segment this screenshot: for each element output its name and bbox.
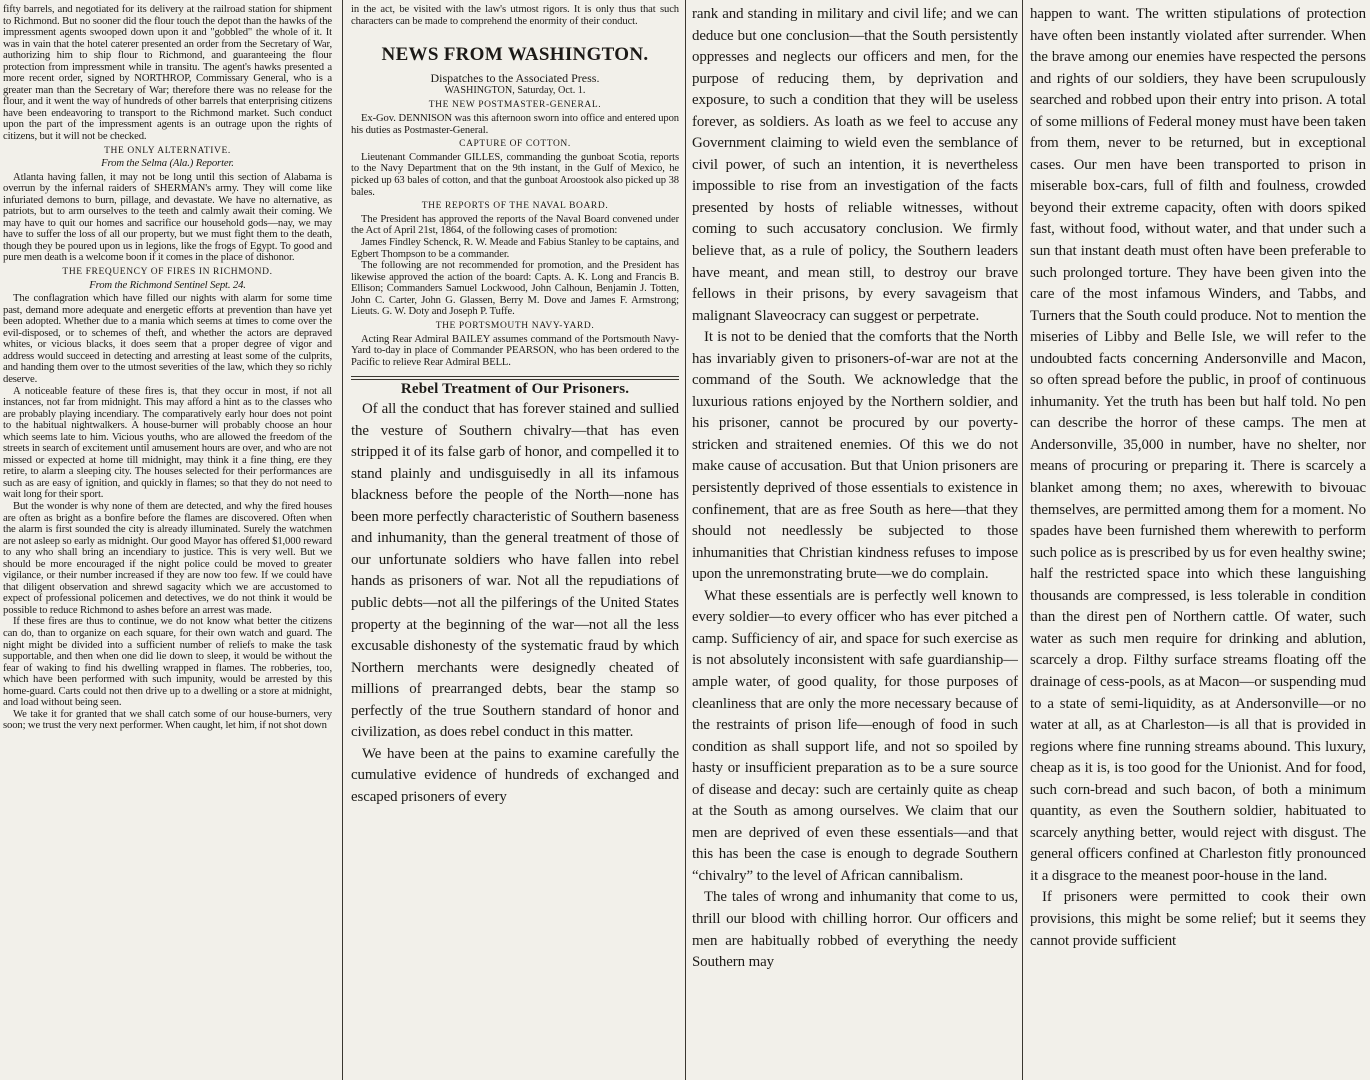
paragraph: The tales of wrong and inhumanity that come to us, thrill our blood with chilling horror. Our officers and men are habitually robbed of everything the needy Southern may: [692, 889, 1018, 971]
section-divider: [351, 376, 679, 380]
section-heading: THE REPORTS OF THE NAVAL BOARD.: [421, 201, 609, 212]
paragraph: Lieutenant Commander GILLES, commanding the gunboat Scotia, reports to the Navy Department that on the 9th instant, in the Gulf of Mexico, he picked up 63 bales of cotton, and that the gunboat Aroostook also picked up 38 bales.: [351, 151, 679, 198]
article-body: [351, 399, 679, 808]
column-3: [692, 4, 1018, 1078]
paragraph: We have been at the pains to examine carefully the cumulative evidence of hundreds of exchanged and escaped prisoners of every: [351, 745, 679, 805]
paragraph: in the act, be visited with the law's utmost rigors. It is only thus that such characters can be made to comprehend the enormity of their conduct.: [351, 4, 679, 27]
paragraph: Atlanta having fallen, it may not be long until this section of Alabama is overrun by the infernal raiders of SHERMAN's army. They will come like infuriated demons to burn, pillage, and devastate. We have no alternative, as patriots, but to arm ourselves to the teeth and calmly await their coming. We may have to quit our homes and sacrifice our household gods—nay, we may have to suffer the loss of all our property, but we must fight them to the death, though they be poured upon us in legions, like the frogs of Egypt. To good and pure men death is a welcome boon if it comes in the place of dishonor.: [3, 170, 332, 264]
paragraph: It is not to be denied that the comforts that the North has invariably given to prisoners-of-war are not at the command of the South. We acknowledge that the luxurious rations enjoyed by the Northern soldier, and his prisoner, cannot be procured by our poverty-stricken and straitened enemies. Of this we do not make cause of accusation. But that Union prisoners are persistently deprived of those essentials to existence in confinement, that are as free South as here—that they should not needlessly be subjected to those inhumanities that Christian kindness refuses to impose upon the unremonstrating brute—we do complain.: [692, 329, 1018, 583]
paragraph: Of all the conduct that has forever stained and sullied the vesture of Southern chivalry—that has even stripped it of its false garb of honor, and compelled it to stand plainly and undisguisedly in all its infamous blackness before the people of the North—none has been more perfectly characteristic of Southern baseness and inhumanity, than the general treatment of those of our unfortunate soldiers who have fallen into rebel hands as prisoners of war. Not all the repudiations of public debts—not all the pilferings of the United States property at the beginning of the war—not all the less excusable dishonesty of the systematic fraud by which Northern merchants were designedly cheated of millions of prearranged debts, bear the stamp so perfectly of the true Southern standard of honor and civilization, as does rebel conduct in this matter.: [351, 401, 679, 741]
paragraph: Ex-Gov. DENNISON was this afternoon sworn into office and entered upon his duties as Postmaster-General.: [351, 112, 679, 136]
paragraph: We take it for granted that we shall catch some of our house-burners, very soon; we trust the very next performer. When caught, let him, if not shot down: [3, 707, 332, 732]
paragraph: A noticeable feature of these fires is, that they occur in most, if not all instances, not far from midnight. This may afford a hint as to the classes who are probably playing incendiary. The comparatively early hour does not point to the habitual nightwalkers. A house-burner will probably choose an hour which seems late to him. Vicious youths, who are allowed the freedom of the streets in search of excitement until amusement hours are over, and who are not missed or expected at home till midnight, may think it a fine thing, ere they retire, to alarm a sleeping city. The houses selected for their performances are such as are easy of ignition, and quickly in flames; so that they do not need to wait long for their sport.: [3, 384, 332, 501]
dateline: WASHINGTON, Saturday, Oct. 1.: [444, 84, 586, 96]
paragraph: rank and standing in military and civil life; and we can deduce but one conclusion—that the South persistently oppresses and neglects our officers and men, for the purpose of reducing them, by deprivation and exposure, to such a condition that they will be useless forever, as soldiers. As loath as we feel to accuse any Government claiming to wield even the semblance of civil power, of such an intention, it is nevertheless impossible to rise from an investigation of the facts presented by hosts of reliable witnesses, without coming to such accusatory conclusion. We firmly believe that, as a rule of policy, the Southern leaders have meant, and mean still, to destroy our brave fellows in their prisons, by every savageism that malignant Slaveocracy can suggest or perpetrate.: [692, 6, 1018, 324]
source-line: From the Selma (Ala.) Reporter.: [101, 157, 234, 170]
column-rule: [1022, 0, 1023, 1080]
paragraph: fifty barrels, and negotiated for its delivery at the railroad station for shipment to Richmond. But no sooner did the flour touch the depot than the hawks of the impressment agents swooped down upon it and "gobbled" the whole of it. It was in vain that the hotel caterer presented an order from the Secretary of War, authorizing him to ship flour to Richmond, and guaranteeing the flour protection from impressment while in transitu. The agent's hawks presented a more recent order, signed by NORTHROP, Commissary General, who is a greater man than the Secretary of War; therefore there was no release for the flour, and it went the way of hundreds of other barrels that enterprising citizens have been endeavoring to transport to the Richmond market. Such conduct upon the part of the impressment agents is an outrage upon the rights of citizens, but it will not be checked.: [3, 4, 332, 143]
paragraph: But the wonder is why none of them are detected, and why the fired houses are often as bright as a bonfire before the flames are discovered. Often when the alarm is first sounded the city is already illuminated. Surely the watchmen are not asleep so early as midnight. Our good Mayor has offered $1,000 reward to any who shall bring an incendiary to justice. This is very well. But we should be more encouraged if the night police could be moved to greater vigilance, or their number increased if they are now too few. If we could have that diligent observation and shrewd sagacity which we are accustomed to expect of professional policemen and detectives, we do not think it would be possible to reduce Richmond to ashes before an arrest was made.: [3, 499, 332, 616]
column-rule: [342, 0, 343, 1080]
paragraph: James Findley Schenck, R. W. Meade and Fabius Stanley to be captains, and Egbert Thompson to be a commander.: [351, 236, 679, 260]
section-heading: THE ONLY ALTERNATIVE.: [104, 145, 231, 156]
column-1: [3, 4, 332, 1078]
paragraph: happen to want. The written stipulations of protection have often been instantly violated after surrender. When the brave among our enemies have respected the persons and rights of our soldiers, they have been scrupulously searched and robbed upon their entry into prison. A total of some millions of Federal money must have been taken from them, never to be returned, but in exceptional cases. Our men have been transported to prison in miserable box-cars, full of filth and foulness, crowded beyond their extreme capacity, often with doors spiked fast, without food, without water, and that under such a sun that instant death must often have been preferable to such prolonged torture. They have been given into the care of the most infamous Winders, and Tabbs, and Turners that the South could produce. Not to mention the miseries of Libby and Belle Isle, we will refer to the undoubted facts concerning Andersonville and Macon, so often spread before the public, in proof of continuous inhumanity. Yet the truth has been but half told. No pen can describe the horror of these camps. The men at Andersonville, 35,000 in number, have no shelter, nor means of procuring or preparing it. There is scarcely a blanket among them; no axes, wherewith to bivouac themselves, are permitted among them for a moment. No spades have been furnished them wherewith to perform such police as is prescribed by us for even healthy swine; half the restricted space into which these languishing thousands are compressed, is less tolerable in condition than the direst pen of Northern cattle. Of water, such water as such men require for drinking and ablution, scarcely a drop. Filthy surface streams floating off the drainage of cess-pools, as at Macon—or suspending mud to a state of semi-liquidity, as at Andersonville—or no water at all, as at Charleston—is all that is provided in regions where fine running streams abound. This luxury, cheap as it is, is too good for the Unionist. And for food, such corn-bread and such bacon, of both a minimum quantity, as even the Southern soldier, habituated to scarcely anything better, would reject with disgust. The general officers confined at Charleston fitly pronounced it a disgrace to the meanest poor-house in the land.: [1030, 6, 1366, 884]
paragraph: The President has approved the reports of the Naval Board convened under the Act of April 21st, 1864, of the following cases of promotion:: [351, 213, 679, 237]
section-heading: THE FREQUENCY OF FIRES IN RICHMOND.: [62, 267, 273, 278]
paragraph: If these fires are thus to continue, we do not know what better the citizens can do, than to organize on each square, for their own watch and guard. The night might be divided into a sufficient number of reliefs to make the task supportable, and then when one did lie down to sleep, it would be without the fear of waking to find his dwelling wrapped in flames. The robberies, too, which have been performed with such impunity, would be arrested by this home-guard. Carts could not then drive up to a dwelling or a store at midnight, and load without being seen.: [3, 615, 332, 709]
section-heading: THE NEW POSTMASTER-GENERAL.: [428, 100, 602, 111]
news-banner-heading: NEWS FROM WASHINGTON.: [381, 44, 649, 66]
paragraph: What these essentials are is perfectly well known to every soldier—to every officer who has ever pitched a camp. Sufficiency of air, and space for such exercise as is not absolutely inconsistent with safe guardianship—ample water, of good quality, for those purposes of cleanliness that are only the more necessary because of the restraints of prison life—enough of food in such condition as shall support life, and not so spoiled by hasty or insufficient preparation as to be a sure source of disease and decay: such are certainly quite as cheap at the South as among ourselves. We claim that our men are deprived of even these essentials—and that this has been the case is enough to degrade Southern “chivalry” to the level of African cannibalism.: [692, 587, 1018, 884]
paragraph: The conflagration which have filled our nights with alarm for some time past, demand more adequate and energetic efforts at prevention than have yet been adopted. Whether due to a mania which seems at times to come over the evil-disposed, or to schemes of theft, and whether the actors are depraved whites, or vicious blacks, it does seem that a proper degree of vigor and address would succeed in detecting and arresting at least some of the culprits, and handing them over to the utmost severities of the law, which they so richly deserve.: [3, 292, 332, 385]
column-2: [351, 4, 679, 1078]
section-heading: CAPTURE OF COTTON.: [459, 139, 571, 150]
paragraph: The following are not recommended for promotion, and the President has likewise approved the action of the board: Capts. A. K. Long and Francis B. Ellison; Commanders Samuel Lockwood, John Calhoun, Benjamin J. Totten, John C. Carter, John G. Glassen, Berry M. Dove and James F. Armstrong; Lieuts. G. W. Doty and Joseph P. Tuffe.: [351, 260, 679, 318]
source-line: From the Richmond Sentinel Sept. 24.: [89, 278, 246, 291]
article-title: Rebel Treatment of Our Prisoners.: [400, 381, 630, 398]
dispatch-line: Dispatches to the Associated Press.: [430, 70, 600, 85]
paragraph: If prisoners were permitted to cook their own provisions, this might be some relief; but it seems they cannot provide sufficient: [1030, 889, 1366, 949]
section-heading: THE PORTSMOUTH NAVY-YARD.: [435, 321, 595, 332]
column-rule: [685, 0, 686, 1080]
column-4: [1030, 4, 1366, 1078]
paragraph: Acting Rear Admiral BAILEY assumes command of the Portsmouth Navy-Yard to-day in place of Commander PEARSON, who has been ordered to the Pacific to relieve Rear Admiral BELL.: [351, 333, 679, 368]
